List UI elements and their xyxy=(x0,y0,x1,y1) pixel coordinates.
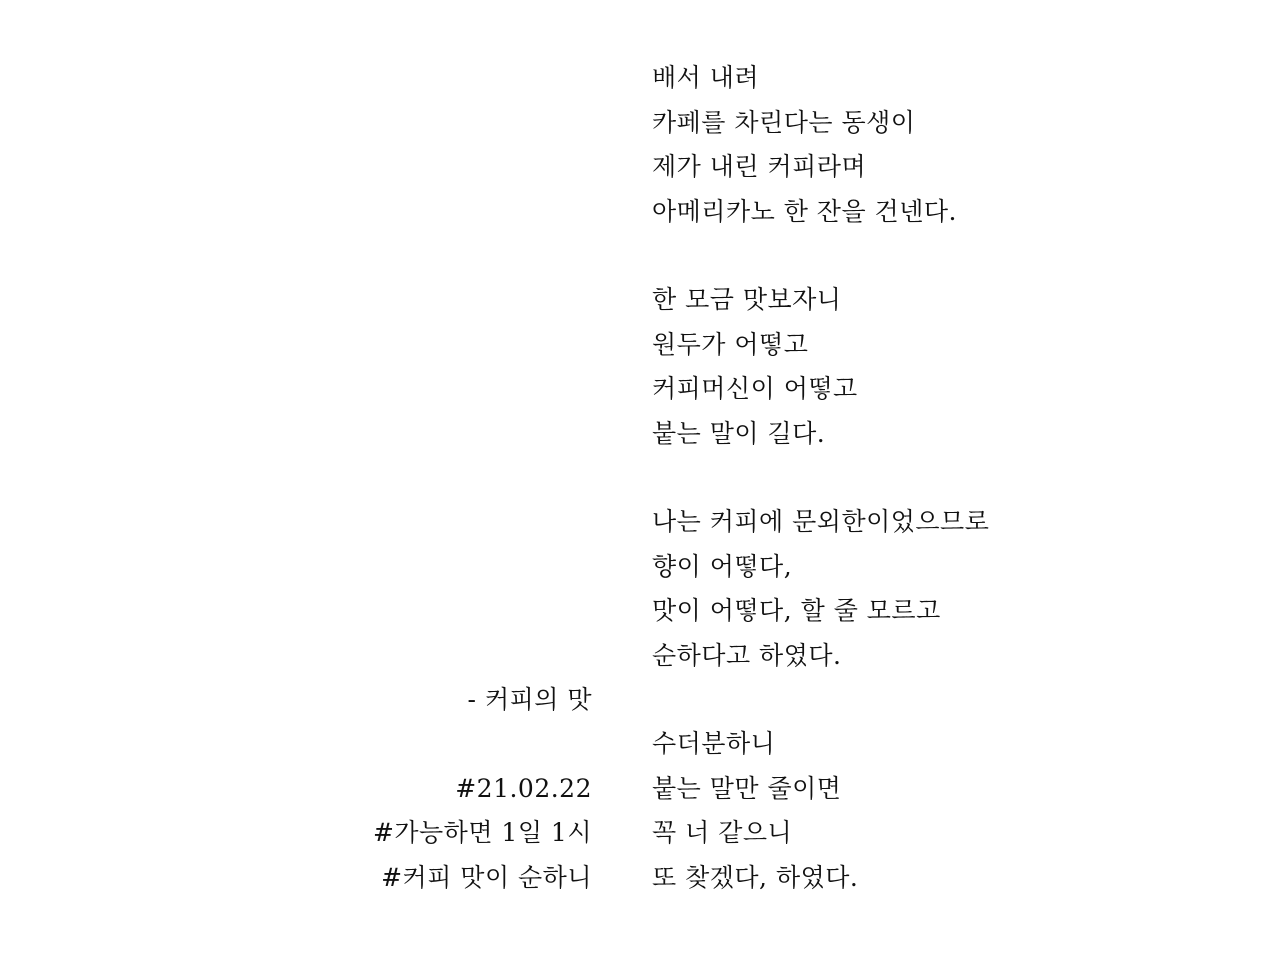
poem-line: 맛이 어떻다, 할 줄 모르고 xyxy=(652,596,941,625)
poem-line: 나는 커피에 문외한이었으므로 xyxy=(652,507,990,536)
poem-line: 순하다고 하였다. xyxy=(652,641,842,670)
poem-line: 또 찾겠다, 하였다. xyxy=(652,863,859,892)
poem-line: 붙는 말이 길다. xyxy=(652,419,826,448)
poem-line: 커피머신이 어떻고 xyxy=(652,374,858,403)
poem-title: - 커피의 맛 xyxy=(467,685,592,714)
poem-line: 배서 내려 xyxy=(652,63,760,92)
hashtag: #커피 맛이 순하니 xyxy=(381,863,592,892)
hashtag: #21.02.22 xyxy=(455,774,592,803)
poem-line: 제가 내린 커피라며 xyxy=(652,152,867,181)
poem-line: 붙는 말만 줄이면 xyxy=(652,774,842,803)
poem-line: 향이 어떻다, xyxy=(652,552,793,581)
poem-line: 원두가 어떻고 xyxy=(652,330,809,359)
poem-line: 카페를 차린다는 동생이 xyxy=(652,108,916,137)
poem-line: 꼭 너 같으니 xyxy=(652,818,793,847)
poem-line: 수더분하니 xyxy=(652,729,776,758)
poem-line: 한 모금 맛보자니 xyxy=(652,285,842,314)
hashtag: #가능하면 1일 1시 xyxy=(372,818,592,847)
poem-line: 아메리카노 한 잔을 건넨다. xyxy=(652,197,957,226)
